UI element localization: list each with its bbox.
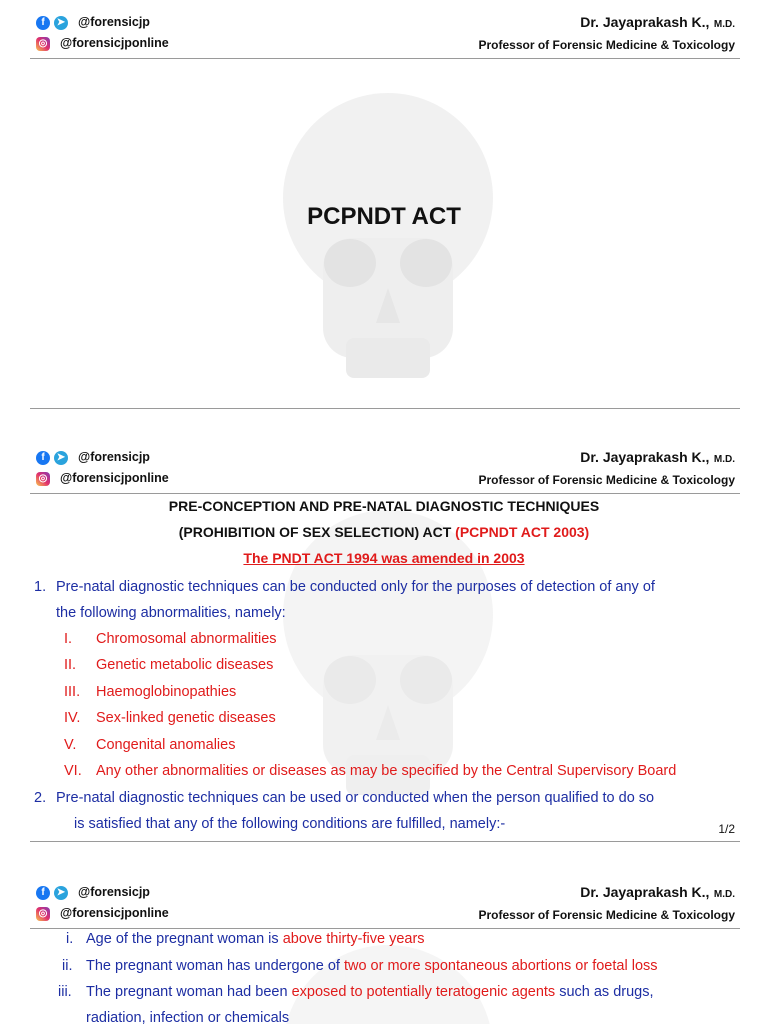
list-item-number: I.	[64, 631, 73, 647]
condition-text	[86, 979, 654, 1005]
telegram-icon[interactable]: ➤	[54, 451, 68, 465]
list-item	[0, 705, 768, 731]
author-degree: M.D.	[713, 19, 735, 30]
social-row-1	[36, 447, 169, 468]
handle-forensicjponline[interactable]: @forensicjponline	[60, 471, 169, 485]
author-role: Professor of Forensic Medicine & Toxicology	[478, 473, 735, 487]
list-item-number: VI.	[64, 763, 82, 779]
instagram-icon[interactable]: ◎	[36, 907, 50, 921]
slide-1	[0, 0, 768, 412]
point-2-line-2: is satisfied that any of the following conditions are fulfilled, namely:-	[74, 816, 506, 832]
list-item-number: II.	[64, 657, 77, 673]
slide-header	[0, 870, 768, 930]
author-degree: M.D.	[713, 889, 735, 900]
list-item-number: V.	[64, 737, 77, 753]
list-item-text: Congenital anomalies	[96, 737, 236, 753]
list-item-text: Sex-linked genetic diseases	[96, 710, 276, 726]
author-role: Professor of Forensic Medicine & Toxicology	[478, 908, 735, 922]
point-1-line-1: Pre-natal diagnostic techniques can be conducted only for the purposes of detection of any of	[56, 579, 655, 595]
condition-text	[86, 926, 425, 952]
handle-forensicjponline[interactable]: @forensicjponline	[60, 36, 169, 50]
act-subtitle: The PNDT ACT 1994 was amended in 2003	[243, 550, 525, 566]
slide-2	[0, 435, 768, 845]
act-title-line-2-text: (PROHIBITION OF SEX SELECTION) ACT	[178, 524, 456, 540]
handle-forensicjp[interactable]: @forensicjp	[78, 885, 150, 899]
condition-text-highlight: exposed to potentially teratogenic agents	[291, 984, 556, 1000]
condition-text-plain: The pregnant woman has undergone of	[86, 958, 344, 974]
condition-text-highlight: above thirty-five years	[282, 931, 425, 947]
skull-watermark-icon	[268, 88, 508, 408]
handle-forensicjp[interactable]: @forensicjp	[78, 450, 150, 464]
author-block	[479, 12, 736, 56]
condition-number: i.	[66, 931, 74, 947]
facebook-icon[interactable]: f	[36, 16, 50, 30]
slide-divider	[30, 408, 740, 409]
list-item	[0, 626, 768, 652]
list-item-text: Chromosomal abnormalities	[96, 631, 277, 647]
page-indicator: 1/2	[718, 822, 735, 836]
point-2-number: 2.	[34, 790, 47, 806]
slide-3	[0, 870, 768, 1024]
list-item-text: Haemoglobinopathies	[96, 684, 237, 700]
condition-continuation: radiation, infection or chemicals	[86, 1010, 290, 1024]
social-row-1	[36, 882, 169, 903]
author-name: Dr. Jayaprakash K.,	[580, 14, 710, 30]
header-divider	[30, 493, 740, 494]
author-name: Dr. Jayaprakash K.,	[580, 884, 710, 900]
list-item-text: Genetic metabolic diseases	[96, 657, 274, 673]
list-item-number: III.	[64, 684, 81, 700]
slide-divider	[30, 841, 740, 842]
author-block	[479, 447, 736, 491]
author-block	[479, 882, 736, 926]
condition-item	[0, 979, 768, 1005]
list-item	[0, 732, 768, 758]
list-item	[0, 758, 768, 784]
condition-text-plain: Age of the pregnant woman is	[86, 931, 283, 947]
handle-forensicjp[interactable]: @forensicjp	[78, 15, 150, 29]
slide-header	[0, 435, 768, 495]
condition-text-plain: The pregnant woman had been	[86, 984, 292, 1000]
author-degree: M.D.	[713, 454, 735, 465]
act-title-highlight: (PCPNDT ACT 2003)	[455, 524, 590, 540]
condition-item	[0, 926, 768, 952]
social-row-2	[36, 468, 169, 489]
social-handles	[36, 447, 169, 489]
facebook-icon[interactable]: f	[36, 886, 50, 900]
condition-number: ii.	[62, 958, 73, 974]
list-item	[0, 652, 768, 678]
facebook-icon[interactable]: f	[36, 451, 50, 465]
slide-header	[0, 0, 768, 60]
instagram-icon[interactable]: ◎	[36, 37, 50, 51]
social-handles	[36, 882, 169, 924]
instagram-icon[interactable]: ◎	[36, 472, 50, 486]
author-role: Professor of Forensic Medicine & Toxicology	[478, 38, 735, 52]
act-title-line-1: PRE-CONCEPTION AND PRE-NATAL DIAGNOSTIC TECHNIQUES	[168, 498, 600, 514]
act-title-line-2	[0, 524, 768, 540]
condition-text-highlight: two or more spontaneous abortions or foetal loss	[343, 958, 658, 974]
telegram-icon[interactable]: ➤	[54, 886, 68, 900]
list-item-text: Any other abnormalities or diseases as may be specified by the Central Supervisory Board	[96, 763, 677, 779]
header-divider	[30, 58, 740, 59]
condition-number: iii.	[58, 984, 72, 1000]
point-2	[0, 785, 768, 811]
point-1-number: 1.	[34, 579, 47, 595]
social-handles	[36, 12, 169, 54]
list-item-number: IV.	[64, 710, 81, 726]
telegram-icon[interactable]: ➤	[54, 16, 68, 30]
social-row-2	[36, 903, 169, 924]
point-1-line-2: the following abnormalities, namely:	[56, 605, 286, 621]
social-row-2	[36, 33, 169, 54]
author-name: Dr. Jayaprakash K.,	[580, 449, 710, 465]
condition-text	[86, 953, 658, 979]
slide-title: PCPNDT ACT	[307, 203, 461, 230]
social-row-1	[36, 12, 169, 33]
handle-forensicjponline[interactable]: @forensicjponline	[60, 906, 169, 920]
condition-item	[0, 953, 768, 979]
point-2-line-1: Pre-natal diagnostic techniques can be used or conducted when the person qualified to do so	[56, 790, 655, 806]
list-item	[0, 679, 768, 705]
condition-text-tail: such as drugs,	[555, 984, 654, 1000]
